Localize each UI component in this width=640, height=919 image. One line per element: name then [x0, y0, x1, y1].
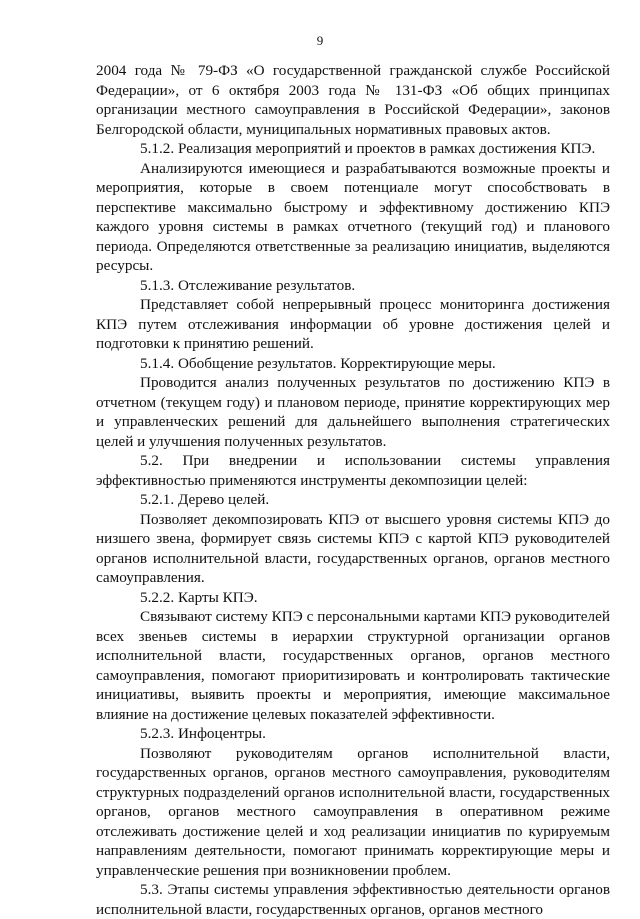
- heading-5-1-2: 5.1.2. Реализация мероприятий и проектов в рамках достижения КПЭ.: [140, 140, 596, 157]
- heading-5-2-3: 5.2.3. Инфоцентры.: [140, 725, 266, 742]
- paragraph-5-3-stages: 5.3. Этапы системы управления эффективностью деятельности органов исполнительной власти, государственных органов, органов местного: [96, 881, 610, 918]
- paragraph-monitoring: Представляет собой непрерывный процесс мониторинга достижения КПЭ путем отслеживания информации об уровне достижения целей и подготовки к принятию решений.: [96, 296, 610, 352]
- paragraph-goal-tree: Позволяет декомпозировать КПЭ от высшего уровня системы КПЭ до низшего звена, формирует связь системы КПЭ с картой КПЭ руководителей органов исполнительной власти, государственных органов, органов местного самоуправления.: [96, 510, 610, 586]
- heading-5-2-2: 5.2.2. Карты КПЭ.: [140, 588, 258, 606]
- page-number: 9: [316, 33, 324, 48]
- paragraph-law-references: 2004 года № 79-ФЗ «О государственной гражданской службе Российской Федерации», от 6 октября 2003 года № 131-ФЗ «Об общих принципах организации местного самоуправления в Российской Федерации», законов Белгородской области, муниципальных нормативных правовых актов.: [96, 62, 610, 138]
- paragraph-kpi-cards: Связывают систему КПЭ с персональными картами КПЭ руководителей всех звеньев системы в иерархии структурной организации органов исполнительной власти, государственных органов, органов местного самоуправления, помогают приоритизировать и контролировать тактические инициативы, выявить проекты и мероприятия, имеющие максимальное влияние на достижение целевых показателей эффективности.: [96, 608, 610, 723]
- paragraph-5-2-tools: 5.2. При внедрении и использовании системы управления эффективностью применяются инструменты декомпозиции целей:: [96, 452, 610, 489]
- heading-5-1-4: 5.1.4. Обобщение результатов. Корректирующие меры.: [140, 354, 496, 372]
- paragraph-projects-analysis: Анализируются имеющиеся и разрабатываются возможные проекты и мероприятия, которые в своем потенциале могут способствовать в перспективе максимально быстрому и эффективному достижению КПЭ каждого уровня системы в рамках отчетного (текущий год) и планового периода. Определяются ответственные за реализацию инициатив, выделяются ресурсы.: [96, 159, 610, 274]
- paragraph-infocenters: Позволяют руководителям органов исполнительной власти, государственных органов, органов местного самоуправления, руководителям структурных подразделений органов исполнительной власти, государственных органов, органов местного самоуправления в оперативном режиме отслеживать достижение целей и ход реализации инициатив по курируемым направлениям деятельности, помогают принимать корректирующие меры и управленческие решения при возникновении проблем.: [96, 744, 610, 879]
- document-body: [96, 61, 610, 919]
- paragraph-results-analysis: Проводится анализ полученных результатов по достижению КПЭ в отчетном (текущем году) и плановом периоде, принятие корректирующих мер и управленческих решений для дальнейшего выполнения стратегических целей и улучшения полученных результатов.: [96, 374, 610, 450]
- heading-5-1-3: 5.1.3. Отслеживание результатов.: [140, 276, 356, 294]
- heading-5-2-1: 5.2.1. Дерево целей.: [140, 491, 270, 508]
